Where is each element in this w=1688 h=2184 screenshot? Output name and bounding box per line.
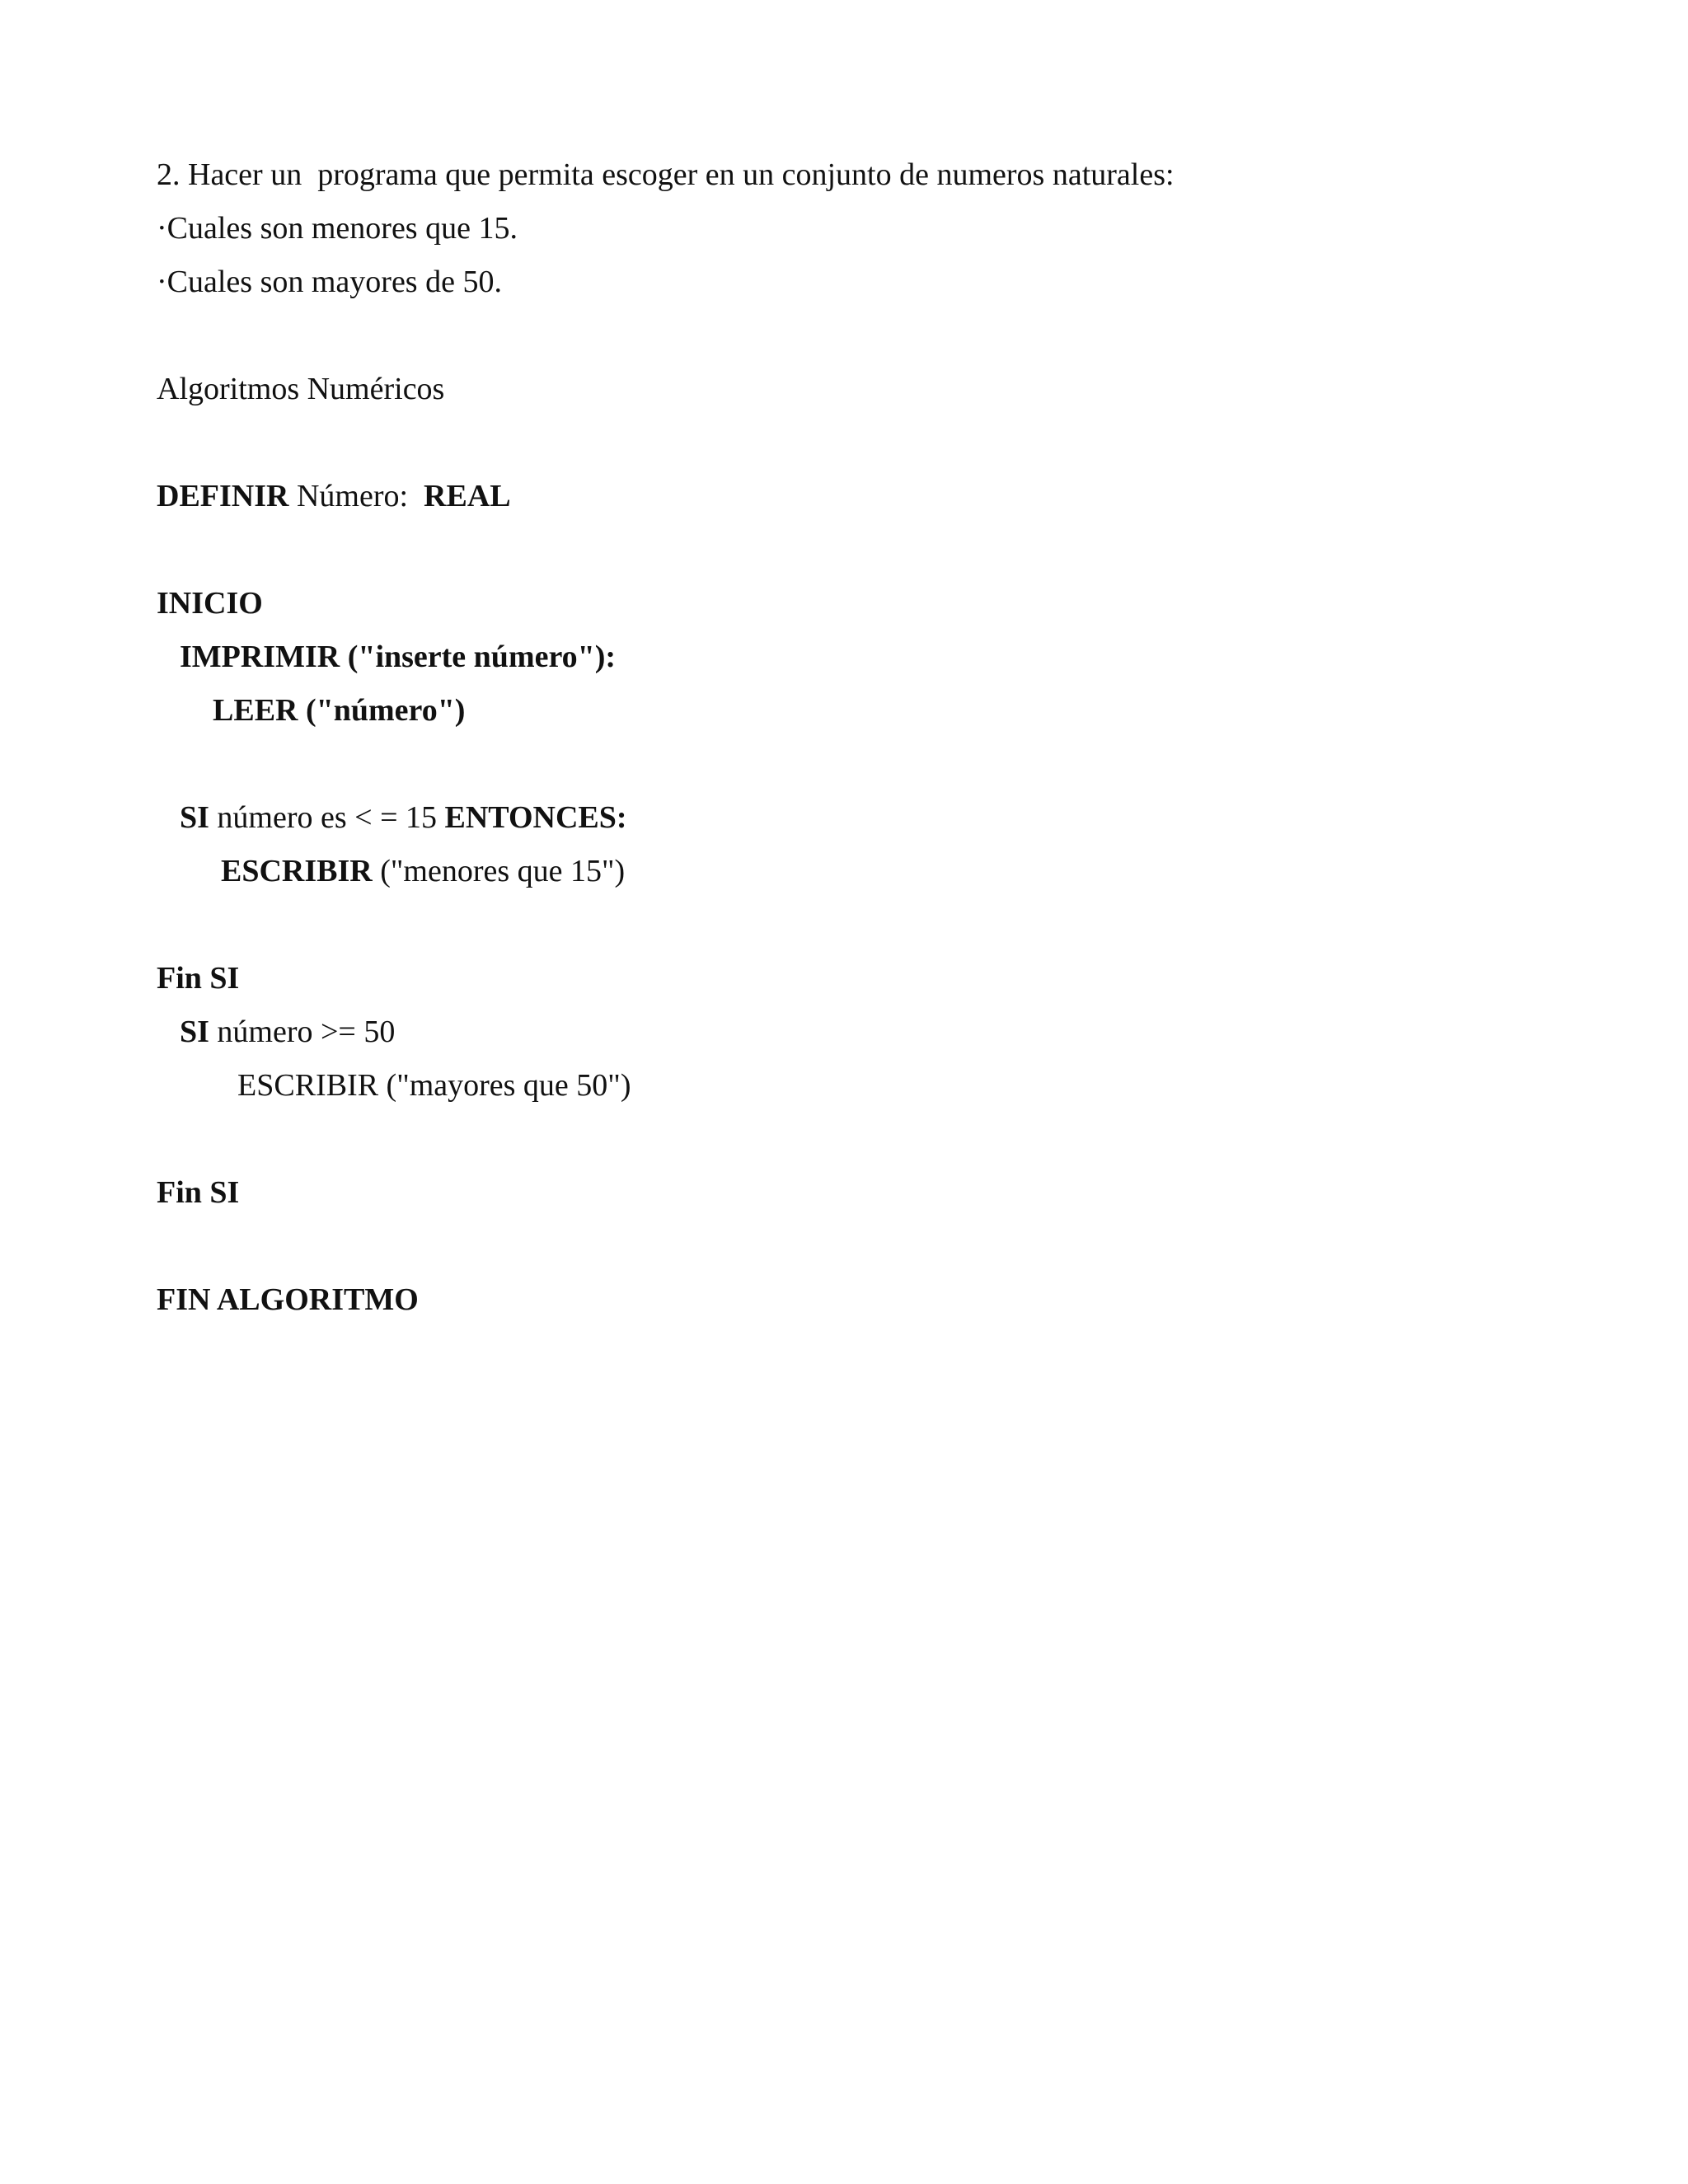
definir-type: REAL: [424, 479, 511, 513]
entonces-keyword: ENTONCES:: [444, 800, 627, 835]
definir-line: [157, 478, 511, 514]
escribir-keyword: ESCRIBIR: [221, 854, 373, 888]
leer-line: LEER ("número"): [213, 693, 466, 728]
definir-variable: Número:: [288, 479, 424, 513]
si-keyword: SI: [180, 800, 209, 835]
escribir-mayores-line: ESCRIBIR ("mayores que 50"): [237, 1068, 631, 1103]
escribir-argument: ("menores que 15"): [372, 854, 626, 888]
bullet-mayores: ·Cuales son mayores de 50.: [157, 265, 502, 299]
section-title: Algoritmos Numéricos: [157, 372, 445, 406]
escribir-menores-line: [221, 853, 625, 889]
definir-keyword: DEFINIR: [157, 479, 289, 513]
si-menores-line: [180, 799, 627, 836]
inicio-line: INICIO: [157, 586, 263, 621]
imprimir-line: IMPRIMIR ("inserte número"):: [180, 640, 617, 674]
fin-si-line: Fin SI: [157, 961, 240, 996]
bullet-menores: ·Cuales son menores que 15.: [157, 211, 518, 246]
fin-algoritmo-line: FIN ALGORITMO: [157, 1282, 419, 1317]
si-keyword: SI: [180, 1015, 209, 1049]
si-condition: número >= 50: [209, 1015, 396, 1049]
si-condition: número es < = 15: [209, 800, 445, 835]
si-mayores-line: [180, 1014, 395, 1050]
problem-statement: 2. Hacer un programa que permita escoger en un conjunto de numeros naturales:: [157, 157, 1175, 192]
fin-si-line: Fin SI: [157, 1175, 240, 1210]
